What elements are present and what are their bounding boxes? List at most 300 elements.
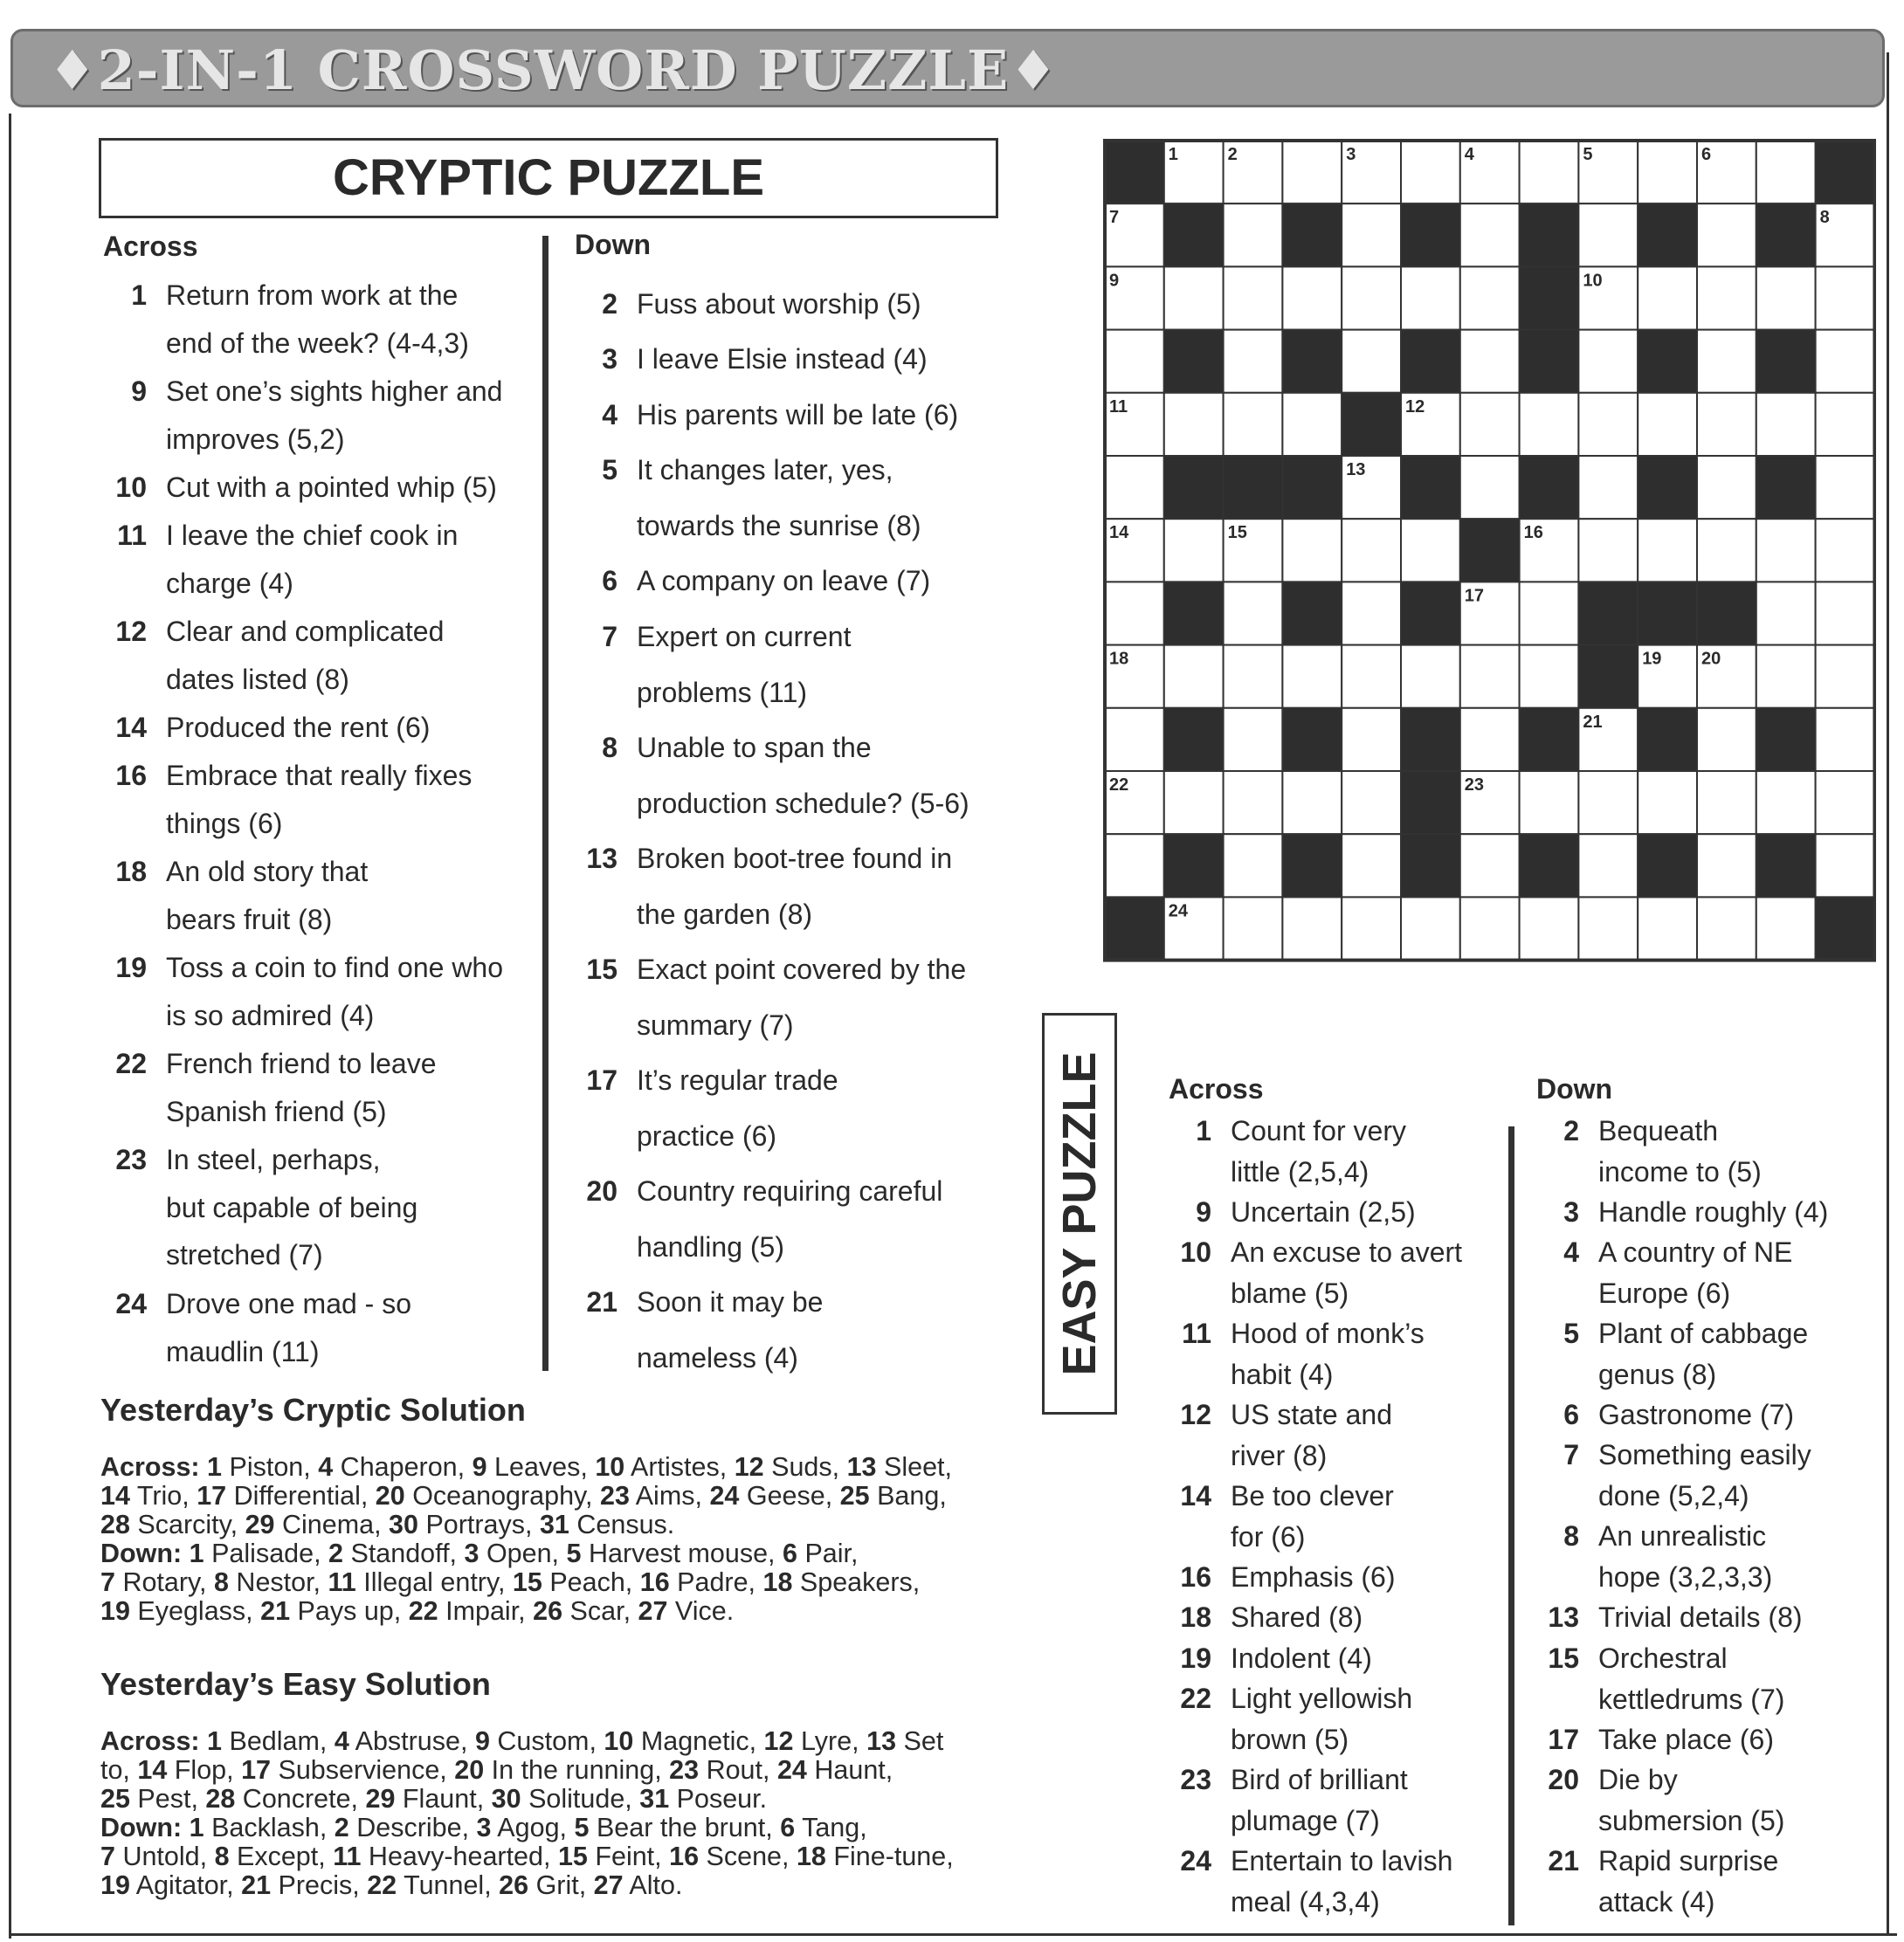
clue-text: Toss a coin to find one who xyxy=(166,952,504,983)
clue xyxy=(1180,1395,1392,1476)
grid-block xyxy=(1520,708,1579,771)
clue-text: Broken boot-tree found in xyxy=(637,843,953,874)
grid-cell[interactable] xyxy=(1282,141,1342,203)
grid-cell[interactable] xyxy=(1224,393,1283,456)
solution-number: 12 xyxy=(734,1452,764,1482)
clue xyxy=(1563,1435,1811,1516)
solution-number: 9 xyxy=(474,1726,490,1756)
grid-cell[interactable] xyxy=(1164,266,1224,329)
solution-answer: Flaunt, xyxy=(395,1784,492,1814)
solution-number: 3 xyxy=(464,1539,479,1568)
clue xyxy=(602,388,959,444)
grid-cell[interactable] xyxy=(1697,771,1756,834)
grid-cell[interactable] xyxy=(1578,771,1638,834)
grid-block xyxy=(1164,330,1224,393)
clue-number: 23 xyxy=(115,1144,147,1175)
solution-answer: Agog, xyxy=(491,1813,575,1842)
grid-cell[interactable] xyxy=(1697,393,1756,456)
grid-cell[interactable] xyxy=(1816,519,1875,582)
solution-answer: Eyeglass, xyxy=(129,1596,261,1626)
solution-number: 27 xyxy=(638,1596,668,1626)
clue-number: 21 xyxy=(1548,1845,1579,1877)
clue-text: end of the week? (4-4,3) xyxy=(166,327,469,359)
grid-block xyxy=(1401,456,1460,519)
banner-title: ♦2-IN-1 CROSSWORD PUZZLE♦ xyxy=(48,38,1059,102)
cryptic-solution-text xyxy=(100,1453,1044,1626)
solution-answer: Haunt, xyxy=(806,1755,893,1785)
clue-text: hope (3,2,3,3) xyxy=(1598,1560,1773,1593)
solution-line xyxy=(100,1727,1044,1756)
grid-cell[interactable] xyxy=(1816,266,1875,329)
grid-number: 11 xyxy=(1109,396,1128,417)
clue-number: 7 xyxy=(602,621,617,652)
clue-text: Something easily xyxy=(1598,1439,1811,1470)
grid-number: 10 xyxy=(1583,271,1603,291)
solution-number: 19 xyxy=(100,1870,130,1900)
solution-answer: Bear the brunt, xyxy=(589,1813,781,1842)
crossword-grid xyxy=(1102,138,1876,962)
clue-number: 22 xyxy=(115,1048,147,1079)
grid-cell[interactable] xyxy=(1342,708,1401,771)
clue-text: It’s regular trade xyxy=(637,1064,838,1096)
clue-number: 24 xyxy=(115,1288,147,1319)
grid-cell[interactable] xyxy=(1282,393,1342,456)
solution-number: 4 xyxy=(318,1452,334,1482)
grid-cell[interactable] xyxy=(1401,266,1460,329)
grid-cell[interactable] xyxy=(1164,519,1224,582)
clue xyxy=(117,512,459,607)
clue-number: 14 xyxy=(115,712,147,743)
grid-cell[interactable] xyxy=(1638,141,1697,203)
grid-block xyxy=(1638,582,1697,644)
clue-number: 9 xyxy=(1196,1196,1211,1228)
solution-answer: Alto. xyxy=(623,1870,683,1900)
grid-cell[interactable] xyxy=(1342,266,1401,329)
grid-cell[interactable] xyxy=(1638,897,1697,960)
clue-text: Bequeath xyxy=(1598,1115,1719,1147)
grid-cell[interactable] xyxy=(1638,519,1697,582)
solution-answer: Precis, xyxy=(271,1870,368,1900)
grid-cell[interactable] xyxy=(1697,266,1756,329)
grid-number: 24 xyxy=(1168,901,1189,921)
grid-block xyxy=(1282,708,1342,771)
grid-number: 17 xyxy=(1464,586,1485,606)
clue-number: 3 xyxy=(1563,1196,1579,1228)
clue-text: done (5,2,4) xyxy=(1598,1479,1749,1512)
grid-cell[interactable] xyxy=(1460,834,1520,897)
solution-answer: Harvest mouse, xyxy=(581,1539,783,1568)
grid-cell[interactable] xyxy=(1401,645,1460,708)
grid-cell[interactable] xyxy=(1342,834,1401,897)
grid-number: 6 xyxy=(1701,145,1712,164)
grid-cell[interactable] xyxy=(1816,582,1875,644)
grid-cell[interactable] xyxy=(1520,582,1579,644)
grid-number: 18 xyxy=(1109,649,1129,669)
grid-cell[interactable] xyxy=(1282,771,1342,834)
grid-block xyxy=(1638,456,1697,519)
grid-cell[interactable] xyxy=(1816,771,1875,834)
clue-text: Spanish friend (5) xyxy=(166,1095,387,1127)
grid-cell[interactable] xyxy=(1342,203,1401,266)
clue-text: In steel, perhaps, xyxy=(166,1144,381,1175)
grid-cell[interactable] xyxy=(1224,834,1283,897)
clue xyxy=(1180,1841,1453,1922)
solution-number: 13 xyxy=(866,1726,897,1756)
grid-cell[interactable] xyxy=(1401,141,1460,203)
grid-block xyxy=(1756,330,1816,393)
solution-number: 11 xyxy=(328,1567,356,1597)
clue-number: 3 xyxy=(602,343,617,375)
clue-text: Bird of brilliant xyxy=(1231,1764,1408,1795)
clue-text: problems (11) xyxy=(637,676,808,708)
clue xyxy=(115,944,504,1039)
grid-cell[interactable] xyxy=(1578,897,1638,960)
grid-number: 5 xyxy=(1583,145,1593,164)
cryptic-down-heading: Down xyxy=(575,229,652,260)
grid-cell[interactable] xyxy=(1164,393,1224,456)
grid-cell[interactable] xyxy=(1816,645,1875,708)
grid-number: 7 xyxy=(1109,208,1120,228)
grid-number: 16 xyxy=(1523,523,1543,543)
grid-cell[interactable] xyxy=(1224,645,1283,708)
solution-number: 22 xyxy=(408,1596,438,1626)
solution-answer: Fine-tune, xyxy=(825,1842,954,1871)
clue-text: submersion (5) xyxy=(1598,1804,1785,1836)
grid-cell[interactable] xyxy=(1756,771,1816,834)
clue-text: for (6) xyxy=(1231,1520,1306,1553)
grid-cell[interactable] xyxy=(1697,897,1756,960)
clue xyxy=(1180,1476,1394,1557)
solution-number: 30 xyxy=(389,1510,418,1539)
grid-cell[interactable] xyxy=(1342,897,1401,960)
grid-cell[interactable] xyxy=(1816,834,1875,897)
grid-cell[interactable] xyxy=(1224,708,1283,771)
grid-cell[interactable] xyxy=(1342,771,1401,834)
grid-number: 23 xyxy=(1464,775,1485,795)
clue-text: US state and xyxy=(1231,1399,1392,1430)
solution-answer: Leaves, xyxy=(486,1452,596,1482)
grid-cell[interactable] xyxy=(1756,266,1816,329)
grid-cell[interactable] xyxy=(1342,582,1401,644)
clue-text: Fuss about worship (5) xyxy=(637,288,921,320)
grid-block xyxy=(1164,834,1224,897)
clue-text: production schedule? (5-6) xyxy=(637,787,969,819)
solution-answer: Piston, xyxy=(222,1452,319,1482)
grid-cell[interactable] xyxy=(1520,645,1579,708)
grid-cell[interactable] xyxy=(1224,897,1283,960)
grid-cell[interactable] xyxy=(1756,582,1816,644)
grid-cell[interactable] xyxy=(1460,456,1520,519)
grid-cell[interactable] xyxy=(1460,393,1520,456)
grid-cell[interactable] xyxy=(1520,771,1579,834)
solution-number: 3 xyxy=(476,1813,492,1842)
solution-answer: Speakers, xyxy=(792,1567,921,1597)
clue xyxy=(1548,1841,1779,1922)
grid-cell[interactable] xyxy=(1342,645,1401,708)
grid-cell[interactable] xyxy=(1578,834,1638,897)
grid-cell[interactable] xyxy=(1578,519,1638,582)
clue-text: An unrealistic xyxy=(1598,1520,1767,1552)
solution-number: 6 xyxy=(780,1813,796,1842)
clue-number: 1 xyxy=(131,279,147,311)
solution-line xyxy=(100,1871,1044,1900)
grid-number: 12 xyxy=(1405,396,1425,417)
solution-answer: Sleet, xyxy=(876,1452,952,1482)
grid-number: 15 xyxy=(1227,523,1247,543)
grid-block xyxy=(1520,834,1579,897)
solution-number: 7 xyxy=(100,1567,115,1597)
clue xyxy=(1548,1719,1774,1760)
solution-number: 31 xyxy=(539,1510,569,1539)
solution-number: 28 xyxy=(100,1510,130,1539)
grid-cell[interactable] xyxy=(1638,393,1697,456)
clue xyxy=(602,609,852,720)
grid-cell[interactable] xyxy=(1224,266,1283,329)
clue-text: attack (4) xyxy=(1598,1885,1715,1918)
solution-number: 17 xyxy=(197,1481,227,1511)
grid-cell[interactable] xyxy=(1520,393,1579,456)
grid-block xyxy=(1401,203,1460,266)
grid-block xyxy=(1578,582,1638,644)
solution-number: 8 xyxy=(214,1842,230,1871)
clue-text: Die by xyxy=(1598,1764,1678,1795)
frame-bottom-rule xyxy=(9,1933,1897,1936)
grid-cell[interactable] xyxy=(1756,897,1816,960)
grid-block xyxy=(1224,456,1283,519)
clue-text: things (6) xyxy=(166,807,283,839)
solution-number: 2 xyxy=(328,1539,343,1568)
grid-cell[interactable] xyxy=(1105,834,1164,897)
solution-number: 10 xyxy=(595,1452,625,1482)
clue-number: 10 xyxy=(115,472,147,503)
grid-cell[interactable] xyxy=(1105,708,1164,771)
grid-cell[interactable] xyxy=(1460,266,1520,329)
clue xyxy=(115,1040,437,1135)
grid-cell[interactable] xyxy=(1105,456,1164,519)
grid-cell[interactable] xyxy=(1756,519,1816,582)
clue xyxy=(1196,1192,1416,1233)
grid-cell[interactable] xyxy=(1105,582,1164,644)
grid-cell[interactable] xyxy=(1460,897,1520,960)
grid-cell[interactable] xyxy=(1224,771,1283,834)
solution-answer: Illegal entry, xyxy=(355,1567,513,1597)
clue xyxy=(1548,1638,1785,1719)
solution-number: 29 xyxy=(245,1510,275,1539)
clue xyxy=(602,277,921,333)
grid-cell[interactable] xyxy=(1282,519,1342,582)
clue-text: habit (4) xyxy=(1231,1358,1334,1390)
solution-answer: In the running, xyxy=(484,1755,670,1785)
solution-number: 9 xyxy=(472,1452,487,1482)
grid-cell[interactable] xyxy=(1282,897,1342,960)
grid-cell[interactable] xyxy=(1460,330,1520,393)
grid-cell[interactable] xyxy=(1816,456,1875,519)
solution-number: 13 xyxy=(846,1452,877,1482)
grid-cell[interactable] xyxy=(1697,834,1756,897)
solution-answer: Census. xyxy=(569,1510,675,1539)
clue-text: Europe (6) xyxy=(1598,1277,1731,1309)
grid-cell[interactable] xyxy=(1697,519,1756,582)
easy-solution-text xyxy=(100,1727,1044,1900)
clue xyxy=(131,272,469,367)
grid-block xyxy=(1164,708,1224,771)
grid-number: 22 xyxy=(1109,775,1129,795)
grid-cell[interactable] xyxy=(1342,330,1401,393)
solution-answer: Scar, xyxy=(562,1596,638,1626)
grid-cell[interactable] xyxy=(1816,330,1875,393)
grid-cell[interactable] xyxy=(1816,393,1875,456)
grid-number: 8 xyxy=(1819,208,1830,228)
grid-cell[interactable] xyxy=(1756,141,1816,203)
clue-text: is so admired (4) xyxy=(166,999,375,1031)
cryptic-title-box xyxy=(99,138,998,218)
grid-cell[interactable] xyxy=(1697,330,1756,393)
clue-text: Trivial details (8) xyxy=(1598,1601,1803,1633)
cryptic-solution-heading: Yesterday’s Cryptic Solution xyxy=(100,1392,526,1428)
clue-text: Exact point covered by the xyxy=(637,954,967,985)
grid-cell[interactable] xyxy=(1697,708,1756,771)
grid-cell[interactable] xyxy=(1578,456,1638,519)
clue-number: 19 xyxy=(1180,1642,1211,1674)
grid-cell[interactable] xyxy=(1282,266,1342,329)
frame-right-rule xyxy=(1887,52,1889,1936)
solution-answer: Custom, xyxy=(489,1726,604,1756)
solution-answer: Suds, xyxy=(763,1452,847,1482)
grid-cell[interactable] xyxy=(1460,203,1520,266)
solution-answer: Magnetic, xyxy=(633,1726,764,1756)
clue xyxy=(586,1164,943,1275)
clue-text: I leave Elsie instead (4) xyxy=(637,343,928,375)
clue-text: An excuse to avert xyxy=(1231,1236,1463,1268)
solution-number: 15 xyxy=(557,1842,588,1871)
solution-number: 28 xyxy=(205,1784,236,1814)
clue-text: Embrace that really fixes xyxy=(166,760,473,791)
grid-cell[interactable] xyxy=(1520,141,1579,203)
clue xyxy=(1180,1678,1413,1760)
grid-cell[interactable] xyxy=(1460,645,1520,708)
solution-number: 5 xyxy=(566,1539,582,1568)
clue-text: French friend to leave xyxy=(166,1048,437,1079)
clue-number: 17 xyxy=(1548,1724,1579,1755)
solution-number: 5 xyxy=(574,1813,590,1842)
grid-cell[interactable] xyxy=(1282,645,1342,708)
grid-block xyxy=(1282,456,1342,519)
grid-cell[interactable] xyxy=(1401,519,1460,582)
clue xyxy=(1180,1232,1463,1313)
solution-number: 30 xyxy=(491,1784,521,1814)
clue xyxy=(1182,1313,1425,1395)
clue xyxy=(1548,1760,1785,1841)
grid-block xyxy=(1638,330,1697,393)
solution-number: 26 xyxy=(499,1870,529,1900)
grid-cell[interactable] xyxy=(1816,708,1875,771)
clue-text: It changes later, yes, xyxy=(637,454,893,486)
solution-answer: Tang, xyxy=(795,1813,867,1842)
grid-cell[interactable] xyxy=(1224,203,1283,266)
solution-answer: Set xyxy=(896,1726,944,1756)
solution-number: Down: 1 xyxy=(100,1539,204,1568)
grid-block xyxy=(1105,141,1164,203)
grid-cell[interactable] xyxy=(1756,645,1816,708)
grid-number: 20 xyxy=(1701,649,1721,669)
solution-number: 17 xyxy=(241,1755,272,1785)
clue-text: handling (5) xyxy=(637,1230,784,1263)
grid-number: 13 xyxy=(1346,460,1366,479)
solution-number: 31 xyxy=(639,1784,670,1814)
clue-number: 20 xyxy=(586,1175,617,1207)
clue-text: Cut with a pointed whip (5) xyxy=(166,472,497,503)
grid-block xyxy=(1401,834,1460,897)
solution-answer: Backlash, xyxy=(204,1813,335,1842)
grid-cell[interactable] xyxy=(1164,771,1224,834)
grid-cell[interactable] xyxy=(1224,582,1283,644)
clue-number: 16 xyxy=(1180,1561,1211,1593)
clue xyxy=(115,1280,412,1375)
clue-text: genus (8) xyxy=(1598,1358,1717,1390)
grid-cell[interactable] xyxy=(1638,771,1697,834)
grid-cell[interactable] xyxy=(1578,203,1638,266)
grid-block xyxy=(1342,393,1401,456)
clue-text: His parents will be late (6) xyxy=(637,399,959,430)
clue xyxy=(1548,1597,1803,1638)
solution-line xyxy=(100,1482,1044,1511)
grid-cell[interactable] xyxy=(1520,897,1579,960)
clue xyxy=(115,464,497,512)
grid-cell[interactable] xyxy=(1638,266,1697,329)
grid-block xyxy=(1282,582,1342,644)
grid-cell[interactable] xyxy=(1401,897,1460,960)
solution-number: 24 xyxy=(709,1481,740,1511)
grid-block xyxy=(1638,203,1697,266)
grid-block xyxy=(1520,203,1579,266)
clue xyxy=(131,368,503,463)
solution-answer: Cinema, xyxy=(274,1510,390,1539)
clue-number: 15 xyxy=(586,954,617,985)
grid-cell[interactable] xyxy=(1224,330,1283,393)
grid-cell[interactable] xyxy=(1697,456,1756,519)
solution-answer: Abstruse, xyxy=(348,1726,475,1756)
grid-cell[interactable] xyxy=(1460,708,1520,771)
grid-block xyxy=(1105,897,1164,960)
solution-number: 26 xyxy=(533,1596,563,1626)
solution-line xyxy=(100,1756,1044,1785)
easy-title: EASY PUZZLE xyxy=(1053,1051,1106,1376)
grid-cell[interactable] xyxy=(1164,645,1224,708)
clue-text: Shared (8) xyxy=(1231,1601,1363,1633)
grid-cell[interactable] xyxy=(1756,393,1816,456)
solution-answer: to, xyxy=(100,1755,138,1785)
clue-number: 1 xyxy=(1196,1115,1211,1147)
clue-text: I leave the chief cook in xyxy=(166,520,459,551)
solution-answer: Scene, xyxy=(699,1842,797,1871)
clue-number: 11 xyxy=(117,520,147,551)
grid-cell[interactable] xyxy=(1105,330,1164,393)
clue-text: Soon it may be xyxy=(637,1286,824,1318)
clue-number: 24 xyxy=(1180,1845,1211,1877)
grid-block xyxy=(1401,582,1460,644)
grid-block xyxy=(1638,708,1697,771)
clue-text: river (8) xyxy=(1231,1439,1328,1471)
solution-answer: Solitude, xyxy=(521,1784,640,1814)
grid-cell[interactable] xyxy=(1342,519,1401,582)
clue-number: 20 xyxy=(1548,1764,1579,1795)
solution-number: 23 xyxy=(599,1481,630,1511)
solution-number: 10 xyxy=(604,1726,634,1756)
grid-cell[interactable] xyxy=(1697,203,1756,266)
grid-cell[interactable] xyxy=(1578,393,1638,456)
clue-number: 4 xyxy=(1563,1236,1579,1268)
grid-cell[interactable] xyxy=(1578,330,1638,393)
